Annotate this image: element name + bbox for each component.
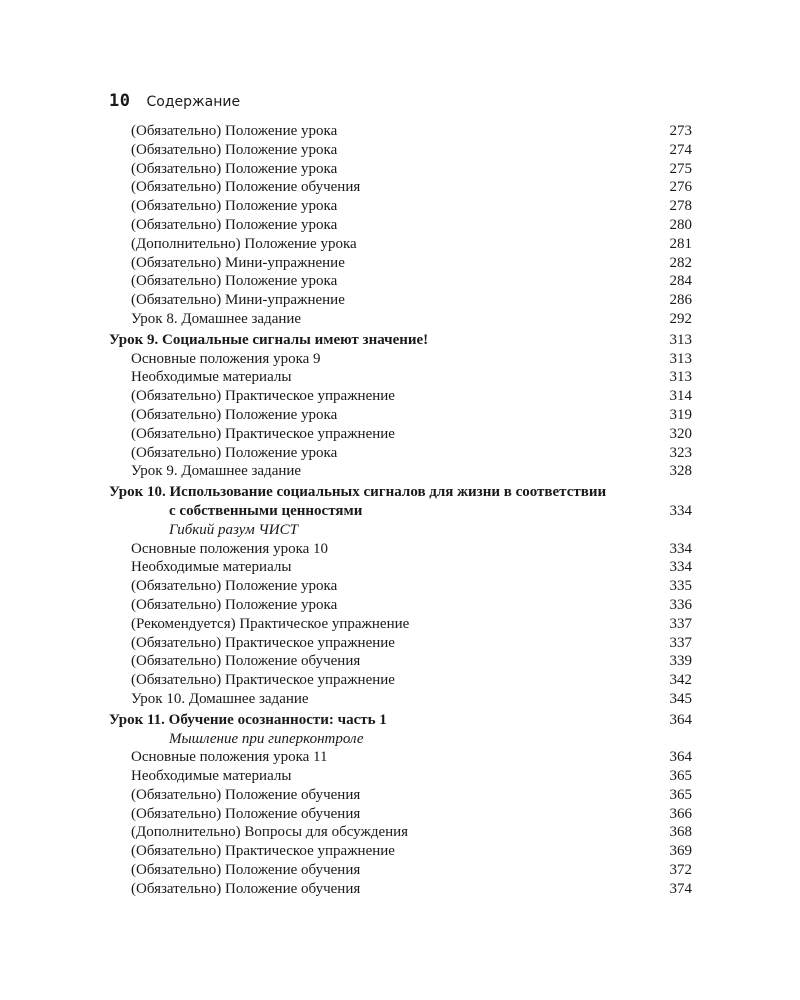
toc-entry-page: 275 xyxy=(669,160,692,177)
toc-entry[interactable] xyxy=(109,748,692,767)
toc-entry-title: (Обязательно) Положение обучения xyxy=(131,179,361,196)
toc-entry-page: 334 xyxy=(669,540,692,557)
toc-lesson-subtitle xyxy=(109,521,692,540)
toc-entry-title: (Обязательно) Положение урока xyxy=(131,578,338,595)
toc-entry-page: 337 xyxy=(669,634,692,651)
toc-entry-title: (Обязательно) Положение урока xyxy=(131,160,338,177)
toc-section-lesson9 xyxy=(109,331,692,481)
toc-entry[interactable] xyxy=(109,310,692,329)
toc-entry-page: 336 xyxy=(669,596,692,613)
toc-entry-page: 286 xyxy=(669,292,692,309)
toc-entry[interactable] xyxy=(109,141,692,160)
toc-entry[interactable] xyxy=(109,254,692,273)
toc-entry-title: Основные положения урока 9 xyxy=(131,350,321,367)
toc-entry-title: (Обязательно) Положение урока xyxy=(131,141,338,158)
toc-entry-page: 366 xyxy=(669,805,692,822)
toc-entry-page: 342 xyxy=(669,672,692,689)
toc-entry-title: (Обязательно) Положение обучения xyxy=(131,862,361,879)
toc-entry-page: 374 xyxy=(669,880,692,897)
toc-entry[interactable] xyxy=(109,235,692,254)
toc-entry[interactable] xyxy=(109,160,692,179)
toc-entry[interactable] xyxy=(109,406,692,425)
toc-section-lesson10 xyxy=(109,483,692,709)
toc-entry-page: 339 xyxy=(669,653,692,670)
toc-lesson-title-continued: с собственными ценностями xyxy=(169,502,363,519)
toc-entry-title: (Обязательно) Положение урока xyxy=(131,444,338,461)
toc-entry-page: 274 xyxy=(669,141,692,158)
toc-entry-page: 335 xyxy=(669,578,692,595)
toc-entry-title: (Обязательно) Положение урока xyxy=(131,216,338,233)
toc-entry-title: (Обязательно) Положение урока xyxy=(131,406,338,423)
toc-lesson-subtitle-text: Гибкий разум ЧИСТ xyxy=(169,521,298,538)
toc-entry-title: (Дополнительно) Вопросы для обсуждения xyxy=(131,824,409,841)
toc-entry[interactable] xyxy=(109,805,692,824)
toc-entry[interactable] xyxy=(109,540,692,559)
toc-entry[interactable] xyxy=(109,596,692,615)
toc-entry-title: Необходимые материалы xyxy=(131,369,292,386)
toc-entry-title: (Обязательно) Положение урока xyxy=(131,198,338,215)
toc-entry[interactable] xyxy=(109,425,692,444)
toc-entry[interactable] xyxy=(109,462,692,481)
toc-entry-page: 282 xyxy=(669,254,692,271)
toc-entry-title: Необходимые материалы xyxy=(131,559,292,576)
toc-entry[interactable] xyxy=(109,634,692,653)
toc-entry-title: Основные положения урока 11 xyxy=(131,749,328,766)
page-number: 10 xyxy=(109,91,131,111)
toc-entry-page: 276 xyxy=(669,179,692,196)
toc-entry[interactable] xyxy=(109,652,692,671)
toc-entry-page: 280 xyxy=(669,216,692,233)
toc-entry-page: 273 xyxy=(669,123,692,139)
toc-lesson-heading[interactable] xyxy=(109,331,692,350)
toc-entry-page: 278 xyxy=(669,198,692,215)
toc-entry-page: 365 xyxy=(669,768,692,785)
toc-entry-page: 372 xyxy=(669,862,692,879)
toc-entry-page: 320 xyxy=(669,425,692,442)
toc-entry-page: 368 xyxy=(669,824,692,841)
toc-lesson-subtitle xyxy=(109,730,692,749)
toc-entry-title: Необходимые материалы xyxy=(131,768,292,785)
toc-entry-page: 328 xyxy=(669,463,692,480)
toc-entry[interactable] xyxy=(109,178,692,197)
toc-entry-title: (Обязательно) Практическое упражнение xyxy=(131,388,395,405)
toc-section-lesson11 xyxy=(109,711,692,899)
toc-entry-page: 313 xyxy=(669,350,692,367)
toc-entry[interactable] xyxy=(109,786,692,805)
toc-entry[interactable] xyxy=(109,272,692,291)
toc-entry-title: (Обязательно) Положение обучения xyxy=(131,653,361,670)
toc-lesson-title: Урок 9. Социальные сигналы имеют значение! xyxy=(109,331,429,348)
toc-entry-title: Основные положения урока 10 xyxy=(131,540,329,557)
toc-entry[interactable] xyxy=(109,690,692,709)
toc-entry-title: (Обязательно) Мини-упражнение xyxy=(131,292,345,309)
toc-entry-title: Урок 10. Домашнее задание xyxy=(131,690,309,707)
toc-entry-title: (Обязательно) Положение урока xyxy=(131,596,338,613)
toc-entry-title: (Обязательно) Положение обучения xyxy=(131,786,361,803)
toc-entry-page: 281 xyxy=(669,235,692,252)
toc-entry-title: Урок 8. Домашнее задание xyxy=(131,310,302,327)
toc-lesson-subtitle-text: Мышление при гиперконтроле xyxy=(169,730,364,747)
toc-entry[interactable] xyxy=(109,842,692,861)
toc-entry-page: 334 xyxy=(669,559,692,576)
toc-entry-title: (Обязательно) Положение урока xyxy=(131,123,338,139)
toc-entry-title: (Обязательно) Практическое упражнение xyxy=(131,672,395,689)
toc-entry-page: 292 xyxy=(669,310,692,327)
toc-entry-title: (Обязательно) Практическое упражнение xyxy=(131,425,395,442)
toc-lesson-page: 334 xyxy=(669,502,692,519)
toc-entry-title: (Рекомендуется) Практическое упражнение xyxy=(131,615,410,632)
toc-section-lesson8-tail xyxy=(109,122,692,329)
toc-entry-page: 319 xyxy=(669,406,692,423)
toc-lesson-heading-continued[interactable] xyxy=(109,502,692,521)
toc-entry-title: (Дополнительно) Положение урока xyxy=(131,235,357,252)
toc-entry[interactable] xyxy=(109,823,692,842)
toc-entry[interactable] xyxy=(109,197,692,216)
toc-entry-title: (Обязательно) Мини-упражнение xyxy=(131,254,345,271)
toc-entry-title: (Обязательно) Практическое упражнение xyxy=(131,843,395,860)
table-of-contents xyxy=(109,122,692,899)
toc-entry-title: (Обязательно) Положение урока xyxy=(131,273,338,290)
toc-entry-page: 337 xyxy=(669,615,692,632)
toc-entry-page: 369 xyxy=(669,843,692,860)
toc-entry-title: (Обязательно) Положение обучения xyxy=(131,880,361,897)
toc-entry-page: 284 xyxy=(669,273,692,290)
toc-entry[interactable] xyxy=(109,444,692,463)
toc-entry[interactable] xyxy=(109,387,692,406)
toc-entry-page: 323 xyxy=(669,444,692,461)
toc-entry[interactable] xyxy=(109,615,692,634)
toc-lesson-title: Урок 11. Обучение осознанности: часть 1 xyxy=(109,711,387,728)
toc-entry[interactable] xyxy=(109,122,692,141)
toc-entry-title: Урок 9. Домашнее задание xyxy=(131,463,302,480)
page-header xyxy=(109,91,240,113)
toc-entry-page: 314 xyxy=(669,388,692,405)
toc-entry[interactable] xyxy=(109,350,692,369)
toc-entry[interactable] xyxy=(109,291,692,310)
toc-entry[interactable] xyxy=(109,558,692,577)
toc-entry-title: (Обязательно) Практическое упражнение xyxy=(131,634,395,651)
toc-lesson-heading[interactable] xyxy=(109,483,692,502)
toc-entry-page: 345 xyxy=(669,690,692,707)
toc-entry-page: 313 xyxy=(669,369,692,386)
toc-entry[interactable] xyxy=(109,767,692,786)
toc-entry[interactable] xyxy=(109,368,692,387)
running-title: Содержание xyxy=(146,94,241,110)
toc-entry-page: 365 xyxy=(669,786,692,803)
toc-entry[interactable] xyxy=(109,861,692,880)
toc-entry-page: 364 xyxy=(669,749,692,766)
toc-entry[interactable] xyxy=(109,671,692,690)
toc-lesson-page: 364 xyxy=(669,711,692,728)
toc-entry[interactable] xyxy=(109,880,692,899)
toc-lesson-title: Урок 10. Использование социальных сигналов для жизни в соответствии xyxy=(109,484,607,501)
toc-entry-title: (Обязательно) Положение обучения xyxy=(131,805,361,822)
toc-lesson-page: 313 xyxy=(669,331,692,348)
toc-entry[interactable] xyxy=(109,577,692,596)
toc-entry[interactable] xyxy=(109,216,692,235)
toc-lesson-heading[interactable] xyxy=(109,711,692,730)
